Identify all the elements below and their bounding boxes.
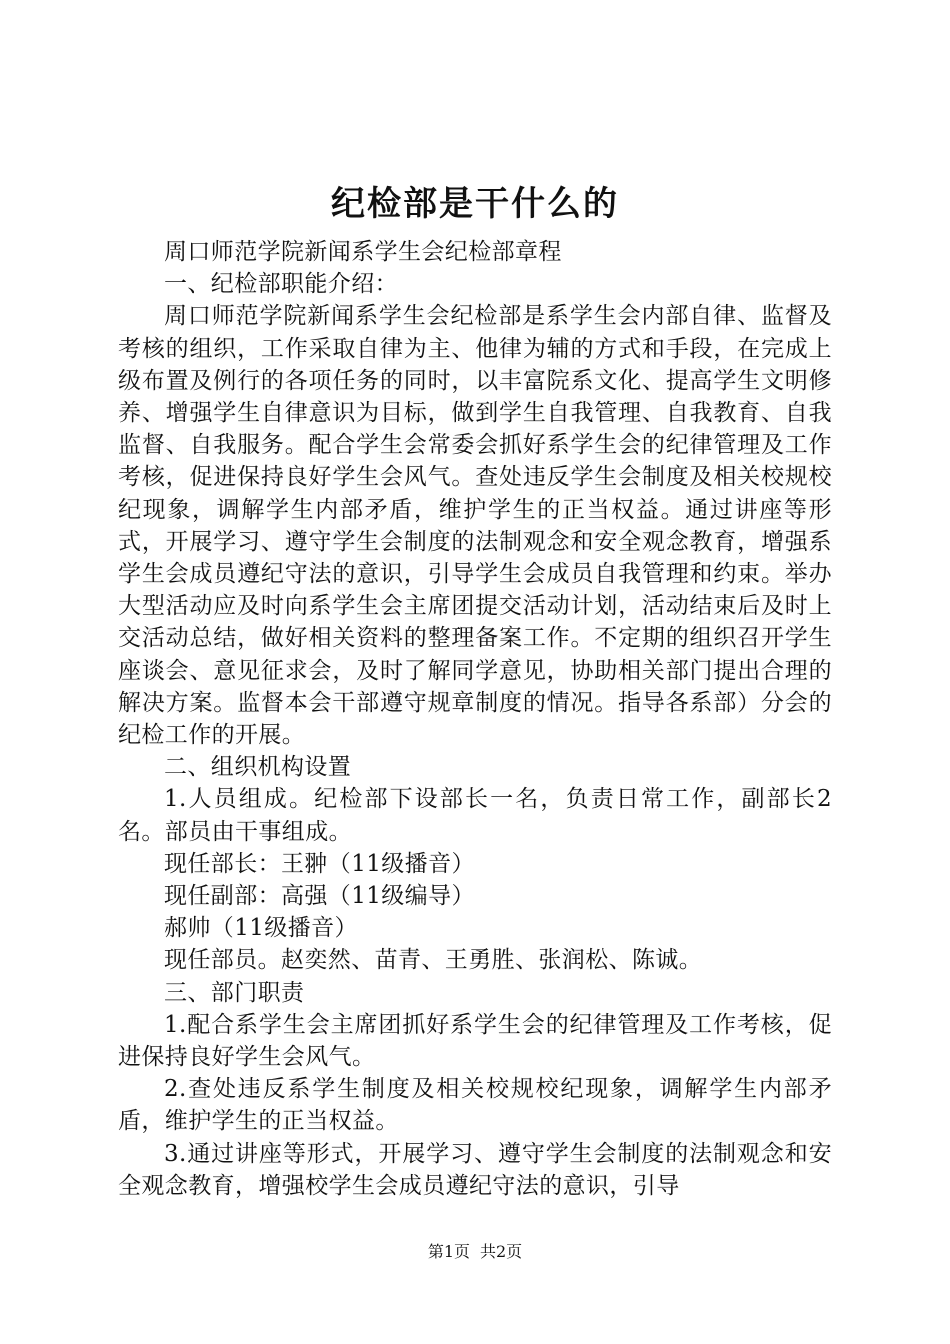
document-body (118, 236, 832, 1202)
document-title: 纪检部是干什么的 (331, 184, 619, 224)
doc-paragraph: 周口师范学院新闻系学生会纪检部章程 (164, 239, 562, 265)
section-heading: 二、组织机构设置 (164, 754, 352, 781)
doc-paragraph: 1.人员组成。纪检部下设部长一名，负责日常工作，副部长2名。部员由干事组成。 (118, 786, 832, 845)
doc-paragraph: 3.通过讲座等形式，开展学习、遵守学生会制度的法制观念和安全观念教育，增强校学生会成员遵纪守法的意识，引导 (118, 1140, 832, 1199)
section-heading: 一、纪检部职能介绍： (164, 271, 398, 298)
doc-paragraph: 1.配合系学生会主席团抓好系学生会的纪律管理及工作考核，促进保持良好学生会风气。 (118, 1011, 832, 1071)
doc-paragraph: 周口师范学院新闻系学生会纪检部是系学生会内部自律、监督及考核的组织，工作采取自律为主、他律为辅的方式和手段，在完成上级布置及例行的各项任务的同时，以丰富院系文化、提高学生文明修养、增强学生自律意识为目标，做到学生自我管理、自我教育、自我监督、自我服务。配合学生会常委会抓好系学生会的纪律管理及工作考核，促进保持良好学生会风气。查处违反学生会制度及相关校规校纪现象，调解学生内部矛盾，维护学生的正当权益。通过讲座等形式，开展学习、遵守学生会制度的法制观念和安全观念教育，增强系学生会成员遵纪守法的意识，引导学生会成员自我管理和约束。举办大型活动应及时向系学生会主席团提交活动计划，活动结束后及时上交活动总结，做好相关资料的整理备案工作。不定期的组织召开学生座谈会、意见征求会，及时了解同学意见，协助相关部门提出合理的解决方案。监督本会干部遵守规章制度的情况。指导各系部）分会的纪检工作的开展。 (118, 303, 832, 749)
doc-paragraph: 现任部员。赵奕然、苗青、王勇胜、张润松、陈诚。 (164, 947, 703, 974)
doc-paragraph: 2.查处违反系学生制度及相关校规校纪现象，调解学生内部矛盾，维护学生的正当权益。 (118, 1076, 832, 1135)
doc-paragraph: 郝帅（11级播音） (164, 915, 358, 942)
doc-paragraph: 现任部长：王翀（11级播音） (164, 850, 475, 877)
page-total: 共2页 (480, 1242, 523, 1261)
section-heading: 三、部门职责 (164, 979, 305, 1006)
page-footer (0, 1241, 950, 1263)
doc-paragraph: 现任副部：高强（11级编导） (164, 883, 475, 910)
page-number: 第1页 (427, 1242, 470, 1261)
